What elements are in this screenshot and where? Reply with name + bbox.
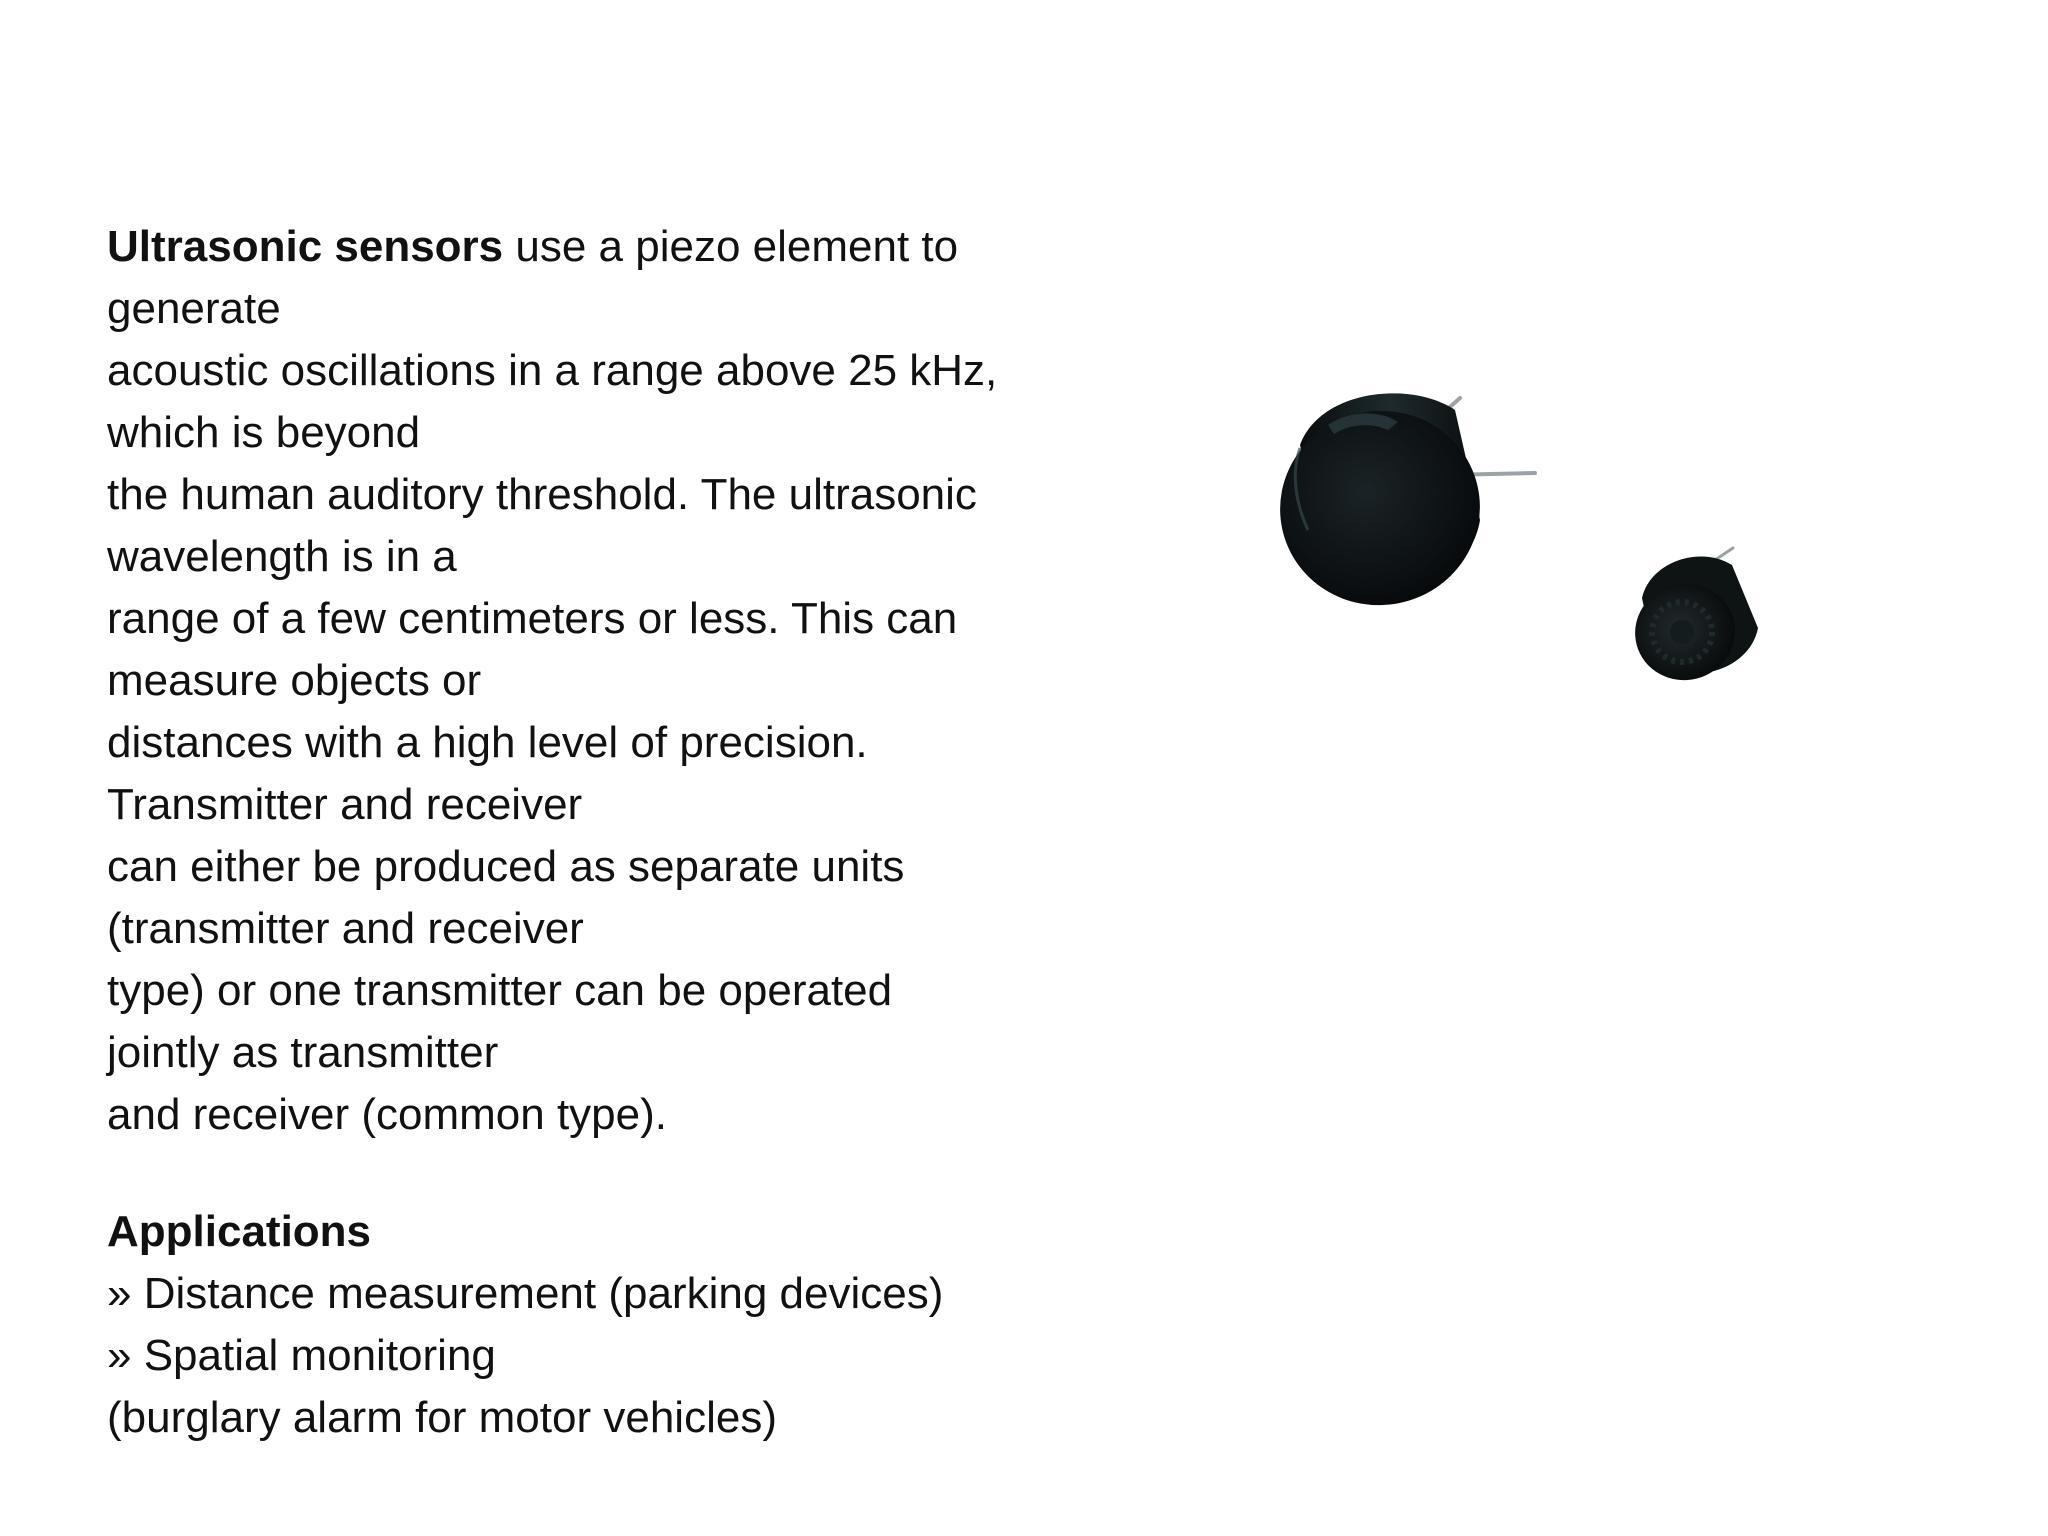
applications-heading: Applications	[107, 1207, 372, 1256]
sensors-illustration	[1270, 370, 1790, 700]
paragraph-line: the human auditory threshold. The ultrasonic	[107, 470, 977, 519]
paragraph-line: wavelength is in a	[107, 532, 457, 581]
paragraph-line: Ultrasonic sensors use a piezo element to	[107, 222, 959, 271]
ultrasonic-sensors-photo	[1270, 370, 1790, 700]
application-item: » Spatial monitoring	[107, 1331, 496, 1380]
paragraph-line: distances with a high level of precision.	[107, 718, 868, 767]
paragraph-line: (transmitter and receiver	[107, 904, 584, 953]
paragraph-line: measure objects or	[107, 656, 482, 705]
description-paragraph	[107, 216, 1127, 1146]
large-sensor	[1270, 392, 1498, 623]
paragraph-line: can either be produced as separate units	[107, 842, 905, 891]
paragraph-line: which is beyond	[107, 408, 421, 457]
paragraph-line: range of a few centimeters or less. This can	[107, 594, 958, 643]
small-sensor	[1624, 556, 1758, 691]
applications-section	[107, 1201, 1207, 1449]
paragraph-line: jointly as transmitter	[107, 1028, 499, 1077]
application-item: » Distance measurement (parking devices)	[107, 1269, 944, 1318]
paragraph-line: Transmitter and receiver	[107, 780, 583, 829]
paragraph-line: generate	[107, 284, 281, 333]
paragraph-line: and receiver (common type).	[107, 1090, 667, 1139]
paragraph-line: acoustic oscillations in a range above 25 kHz,	[107, 346, 998, 395]
application-item: (burglary alarm for motor vehicles)	[107, 1393, 777, 1442]
bold-lead: Ultrasonic sensors	[107, 222, 504, 271]
paragraph-line: type) or one transmitter can be operated	[107, 966, 893, 1015]
